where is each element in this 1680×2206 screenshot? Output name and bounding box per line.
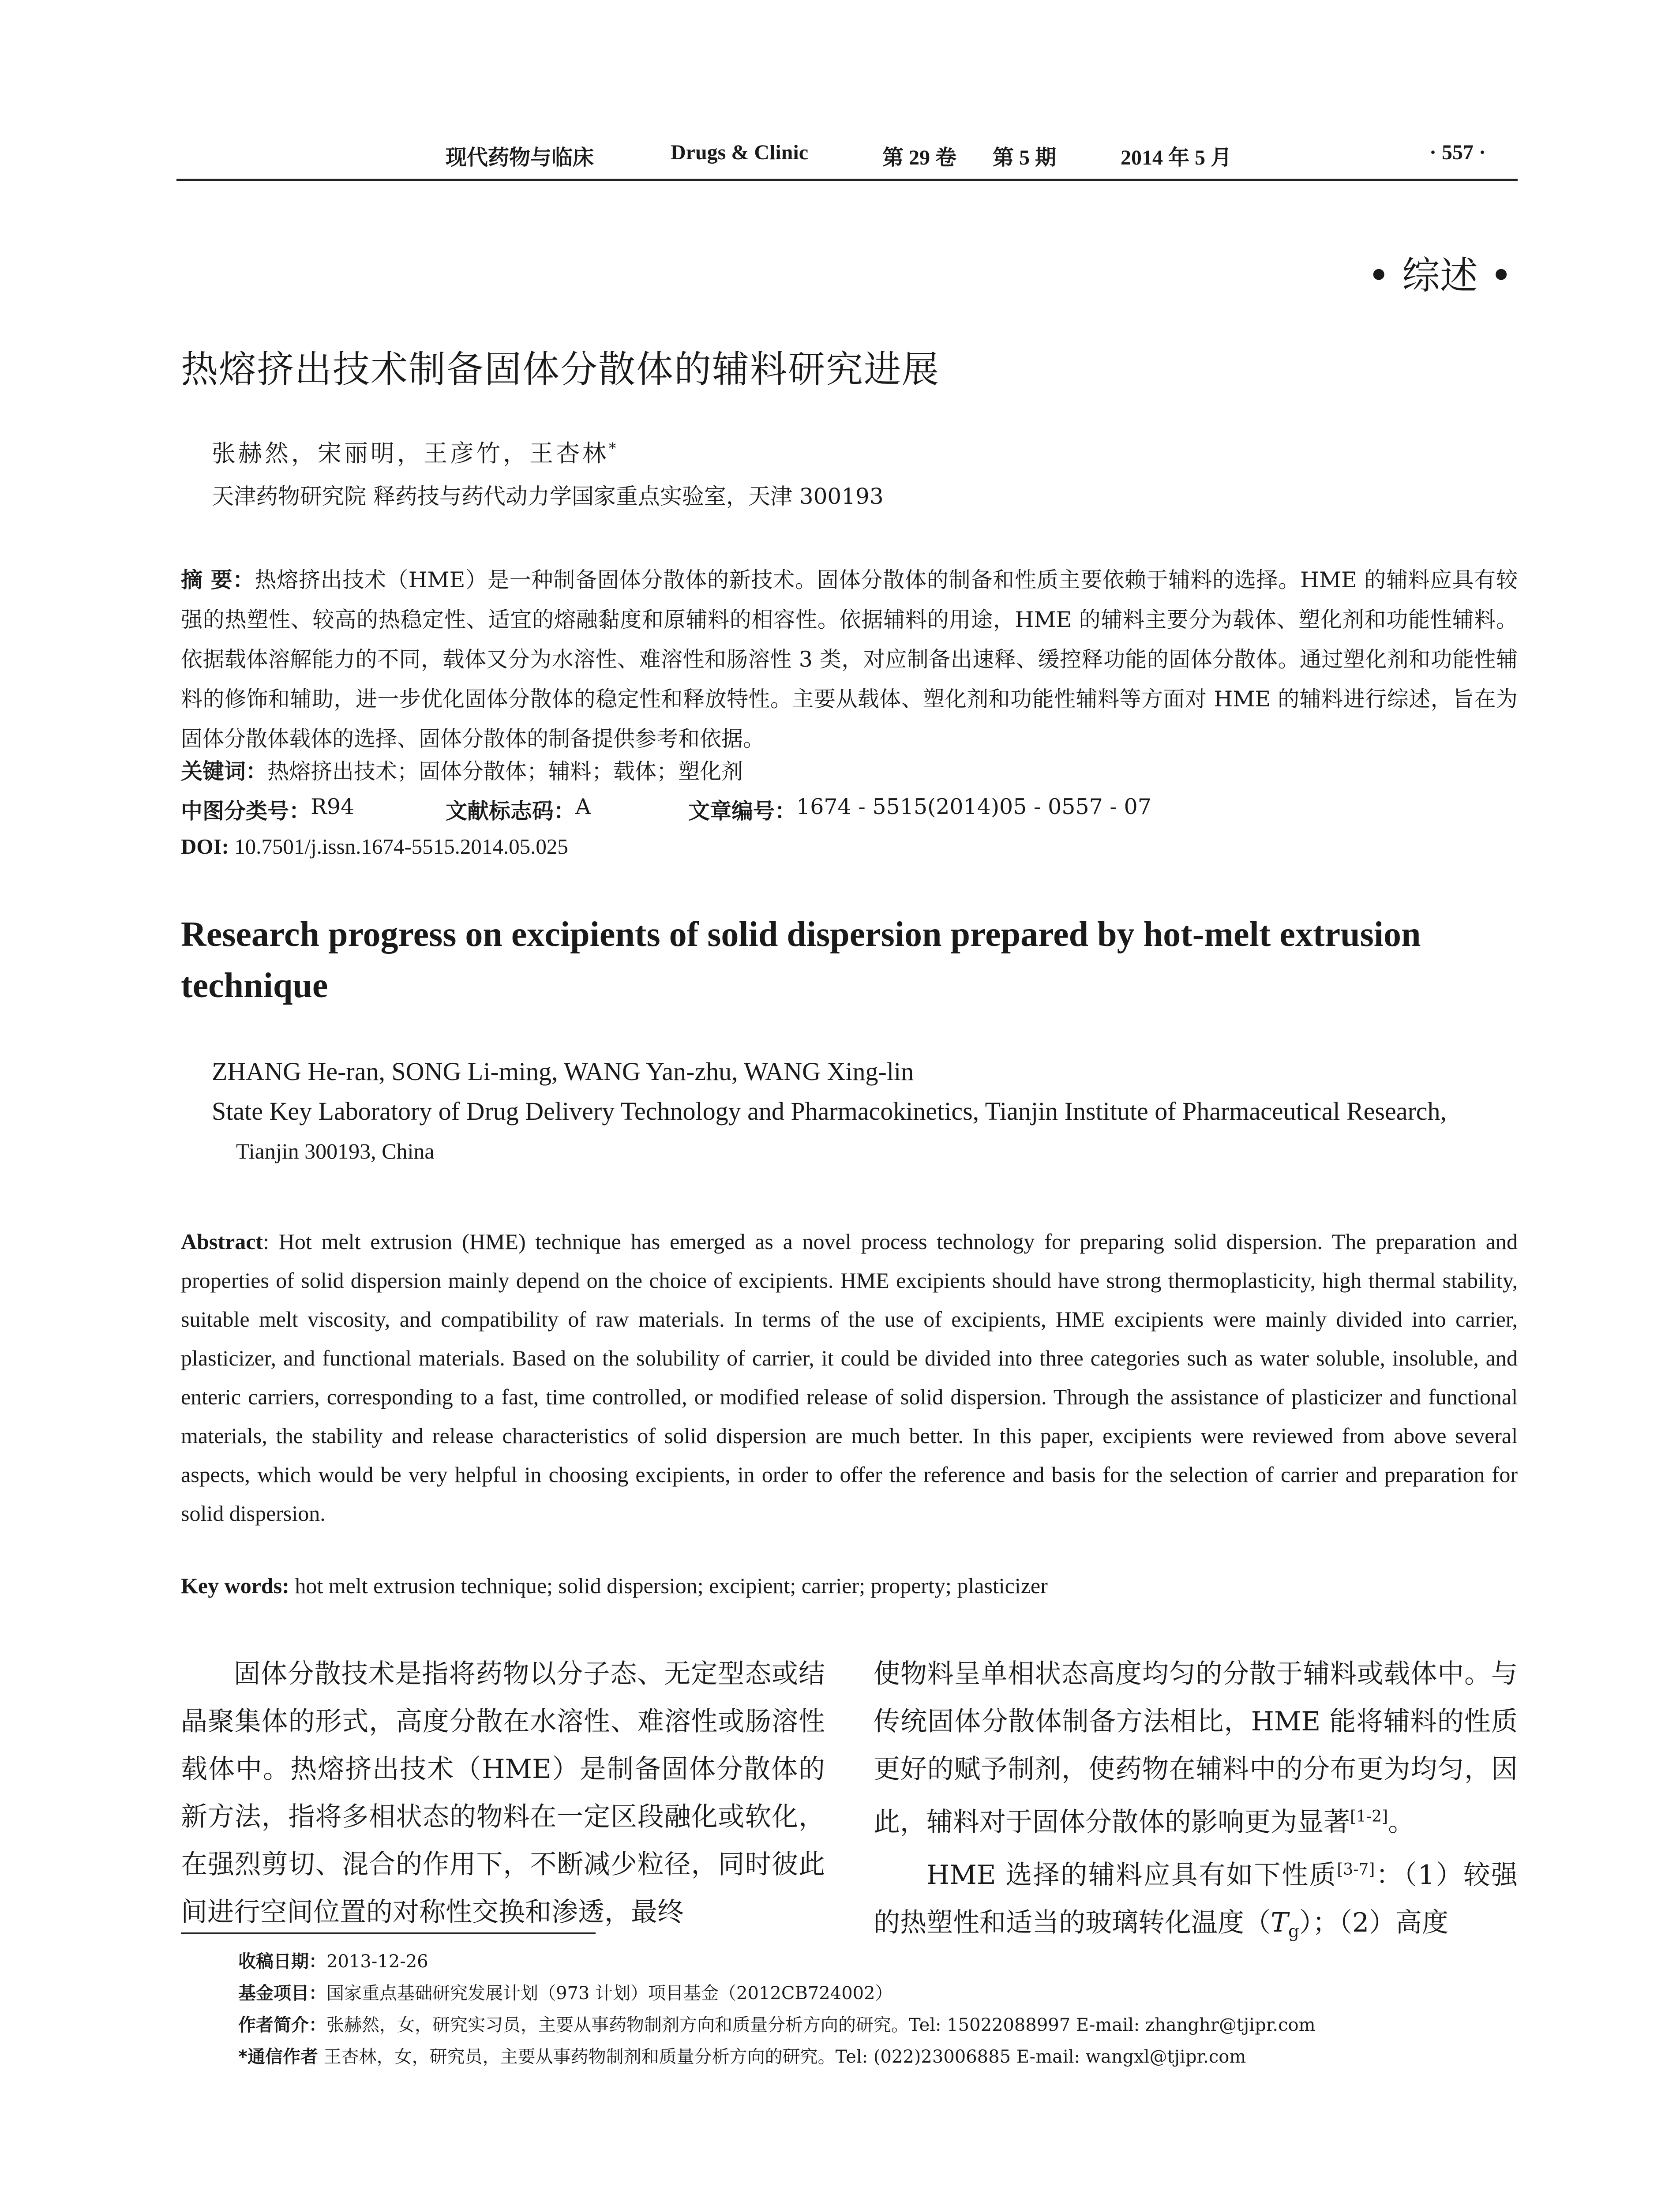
corresponding-value: 王杏林，女，研究员，主要从事药物制剂和质量分析方向的研究。Tel: (022)23006885 E-mail: wangxl@tjipr.com — [318, 2047, 1246, 2067]
body-text: HME 选择的辅料应具有如下性质 — [926, 1860, 1337, 1891]
clc-value: R94 — [311, 794, 355, 819]
cn-title: 热熔挤出技术制备固体分散体的辅料研究进展 — [181, 348, 940, 391]
keywords-en — [181, 1573, 1048, 1598]
abstract-cn-text: 热熔挤出技术（HME）是一种制备固体分散体的新技术。固体分散体的制备和性质主要依赖于辅料的选择。HME 的辅料应具有较强的热塑性、较高的热稳定性、适宜的熔融黏度和原辅料的相容性。依据辅料的用途，HME 的辅料主要分为载体、塑化剂和功能性辅料。依据载体溶解能力的不同，载体又分为水溶性、难溶性和肠溶性 3 类，对应制备出速释、缓控释功能的固体分散体。通过塑化剂和功能性辅料的修饰和辅助，进一步优化固体分散体的稳定性和释放特性。主要从载体、塑化剂和功能性辅料等方面对 HME 的辅料进行综述，旨在为固体分散体载体的选择、固体分散体的制备提供参考和依据。 — [181, 567, 1518, 751]
body-text: ）；（2）高度 — [1299, 1907, 1449, 1938]
citation[interactable]: [3-7] — [1337, 1861, 1375, 1879]
volume: 第 29 卷 — [882, 146, 957, 169]
abstract-en-text: : Hot melt extrusion (HME) technique has emerged as a novel process technology for preparing solid dispersion. The preparation and properties of solid dispersion mainly depend on the choice of excipients. HME excipients should have strong thermoplasticity, high thermal stability, suitable melt viscosity, and compatibility of raw materials. In terms of the use of excipients, HME excipients were mainly divided into carrier, plasticizer, and functional materials. Based on the solubility of carrier, it could be divided into three categories such as water soluble, insoluble, and enteric carriers, corresponding to a fast, time controlled, or modified release of solid dispersion. Through the assistance of plasticizer and functional materials, the stability and release characteristics of solid dispersion are much better. In this paper, excipients were reviewed from above several aspects, which would be very helpful in choosing excipients, in order to offer the reference and basis for the selection of carrier and preparation for solid dispersion. — [181, 1229, 1518, 1526]
header-rule — [176, 179, 1518, 181]
doi — [181, 834, 568, 859]
keywords-en-label: Key words: — [181, 1573, 289, 1598]
doi-value: 10.7501/j.issn.1674-5515.2014.05.025 — [229, 834, 568, 859]
footnote-received — [238, 1946, 1316, 1977]
page-number: · 557 · — [1429, 141, 1486, 164]
keywords-cn — [181, 754, 743, 785]
footnotes — [238, 1946, 1316, 2073]
author-value: 张赫然，女，研究实习员，主要从事药物制剂方向和质量分析方向的研究。Tel: 15022088997 E-mail: zhanghr@tjipr.com — [326, 2015, 1316, 2035]
en-authors: ZHANG He-ran, SONG Li-ming, WANG Yan-zhu, WANG Xing-lin — [212, 1057, 914, 1086]
section-label: • 综述 • — [1367, 254, 1512, 298]
abstract-en-label: Abstract — [181, 1229, 263, 1254]
article-number — [688, 794, 1151, 825]
journal-name-en: Drugs & Clinic — [671, 141, 808, 164]
clc-number — [181, 794, 355, 825]
doi-label: DOI: — [181, 834, 229, 859]
issue: 第 5 期 — [993, 146, 1057, 169]
article-number-label: 文章编号： — [688, 799, 797, 824]
document-code — [446, 794, 591, 825]
corresponding-mark: * — [609, 440, 619, 457]
abstract-en — [181, 1222, 1518, 1533]
abstract-cn — [181, 560, 1518, 759]
footnote-author — [238, 2009, 1316, 2041]
cn-authors — [212, 435, 619, 469]
keywords-cn-label: 关键词： — [181, 759, 268, 784]
body-text: ：（1）较强的热塑性和适当的玻璃转化温度（ — [874, 1860, 1518, 1938]
body-paragraph — [874, 1650, 1518, 1846]
cn-author-names: 张赫然，宋丽明，王彦竹，王杏林 — [212, 439, 609, 467]
corresponding-label: *通信作者 — [238, 2047, 318, 2067]
running-header — [176, 140, 1518, 180]
en-affiliation: State Key Laboratory of Drug Delivery Technology and Pharmacokinetics, Tianjin Institute of Pharmaceutical Research, — [212, 1097, 1447, 1126]
author-label: 作者简介： — [238, 2015, 326, 2035]
body-paragraph: 固体分散技术是指将药物以分子态、无定型态或结晶聚集体的形式，高度分散在水溶性、难溶性或肠溶性载体中。热熔挤出技术（HME）是制备固体分散体的新方法，指将多相状态的物料在一定区段融化或软化，在强烈剪切、混合的作用下，不断减少粒径，同时彼此间进行空间位置的对称性交换和渗透，最终 — [181, 1658, 825, 1928]
clc-label: 中图分类号： — [181, 799, 311, 824]
classification-row — [181, 794, 1504, 825]
body-column-left — [181, 1650, 825, 1936]
fund-label: 基金项目： — [238, 1983, 326, 2003]
received-label: 收稿日期： — [238, 1951, 326, 1972]
article-number-value: 1674 - 5515(2014)05 - 0557 - 07 — [796, 794, 1151, 819]
body-text: 使物料呈单相状态高度均匀的分散于辅料或载体中。与传统固体分散体制备方法相比，HME 能将辅料的性质更好的赋予制剂，使药物在辅料中的分布更为均匀，因此，辅料对于固体分散体的影响更为显著 — [874, 1658, 1518, 1838]
footnote-fund — [238, 1977, 1316, 2009]
received-value: 2013-12-26 — [326, 1951, 428, 1972]
fund-value: 国家重点基础研究发展计划（973 计划）项目基金（2012CB724002） — [326, 1983, 893, 2003]
doc-code-value: A — [575, 794, 591, 819]
keywords-cn-text: 热熔挤出技术；固体分散体；辅料；载体；塑化剂 — [267, 759, 743, 784]
tg-subscript: g — [1288, 1922, 1299, 1942]
doc-code-label: 文献标志码： — [446, 799, 576, 824]
cn-affiliation: 天津药物研究院 释药技与药代动力学国家重点实验室，天津 300193 — [212, 484, 884, 509]
body-column-right — [874, 1650, 1518, 1956]
footnote-rule — [181, 1932, 596, 1934]
footnote-corresponding — [238, 2041, 1316, 2073]
citation[interactable]: [1-2] — [1350, 1808, 1388, 1826]
journal-name-cn: 现代药物与临床 — [446, 146, 594, 169]
en-title: Research progress on excipients of solid dispersion prepared by hot-melt extrusion technique — [181, 915, 1421, 1005]
en-affiliation-city: Tianjin 300193, China — [236, 1139, 435, 1163]
issue-date: 2014 年 5 月 — [1121, 146, 1232, 169]
body-paragraph — [874, 1846, 1518, 1956]
keywords-en-text: hot melt extrusion technique; solid dispersion; excipient; carrier; property; plasticizer — [289, 1573, 1048, 1598]
abstract-cn-label: 摘 要： — [181, 567, 255, 593]
body-text: 。 — [1388, 1807, 1415, 1838]
tg-symbol: T — [1271, 1907, 1289, 1938]
